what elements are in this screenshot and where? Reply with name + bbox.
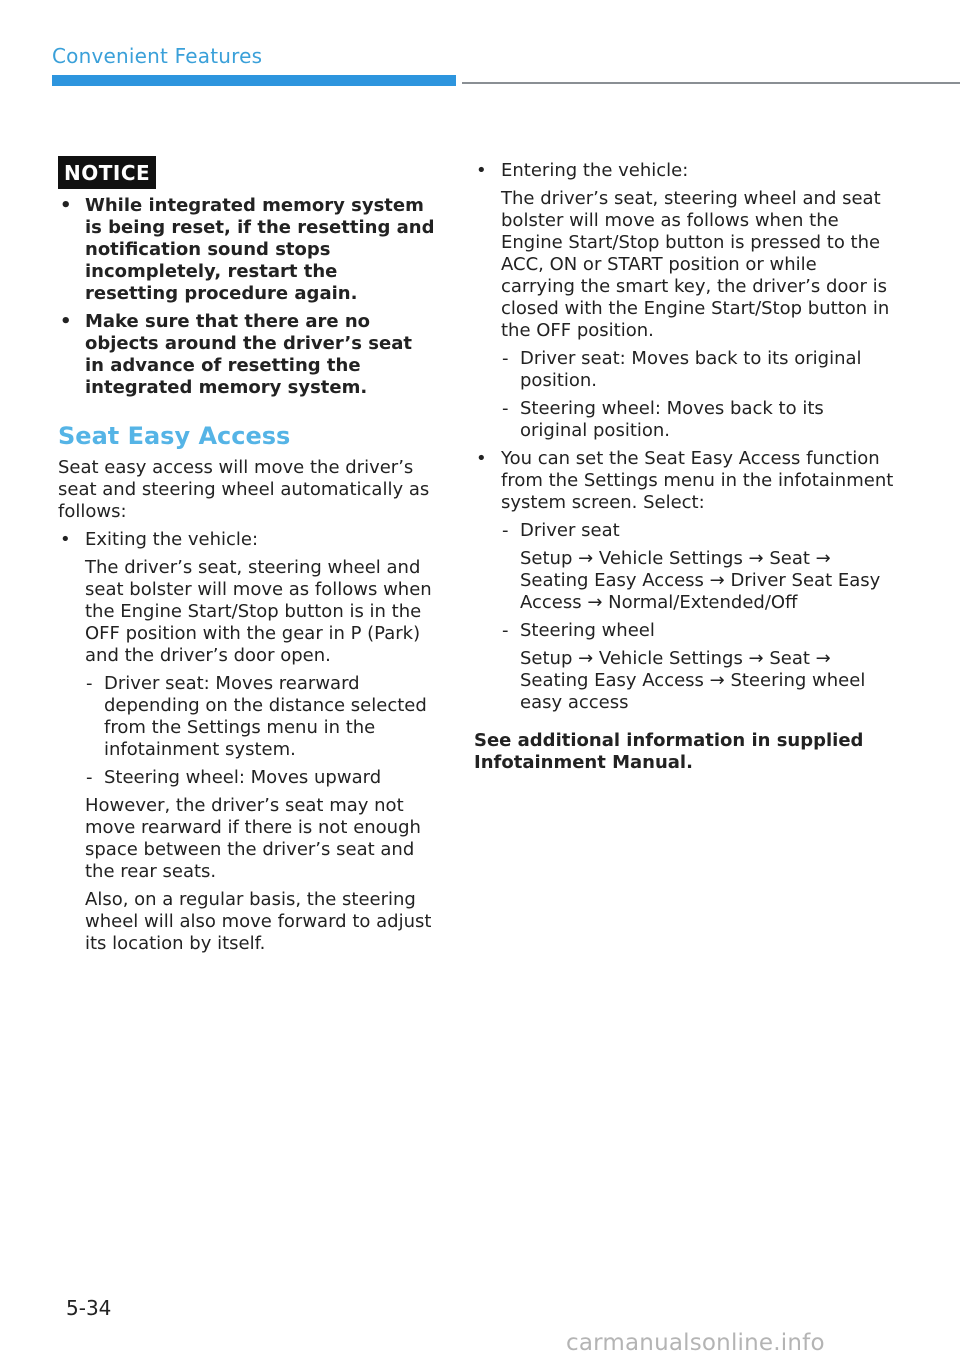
page-number: 5-34 — [66, 1296, 112, 1320]
exiting-list — [58, 529, 436, 955]
notice-item: • Make sure that there are no objects around the driver’s seat in advance of resetting the integrated memory system. — [58, 311, 436, 399]
header-divider-line — [462, 82, 960, 84]
see-also-note: See additional information in supplied Infotainment Manual. — [474, 730, 864, 773]
list-item — [501, 620, 894, 714]
exiting-note: However, the driver’s seat may not move rearward if there is not enough space between the driver’s seat and the rear seats. — [85, 795, 421, 882]
exiting-label: • Exiting the vehicle: — [85, 529, 259, 550]
list-item-settings — [474, 448, 894, 714]
driver-seat-path: Setup → Vehicle Settings → Seat → Seating Easy Access → Driver Seat Easy Access → Normal/Extended/Off — [520, 548, 881, 613]
list-item — [501, 520, 894, 614]
settings-label: • You can set the Seat Easy Access function from the Settings menu in the infotainment system screen. Select: — [501, 448, 894, 513]
list-item-entering — [474, 160, 894, 442]
driver-seat-label: - Driver seat — [520, 520, 620, 541]
list-item: - Driver seat: Moves back to its original position. — [501, 348, 894, 392]
section-intro: Seat easy access will move the driver’s seat and steering wheel automatically as follows: — [58, 457, 430, 522]
exiting-note: Also, on a regular basis, the steering wheel will also move forward to adjust its location by itself. — [85, 889, 432, 954]
watermark: carmanualsonline.info — [566, 1330, 825, 1356]
steering-wheel-path: Setup → Vehicle Settings → Seat → Seating Easy Access → Steering wheel easy access — [520, 648, 866, 713]
steering-wheel-label: - Steering wheel — [520, 620, 655, 641]
entering-description: The driver’s seat, steering wheel and seat bolster will move as follows when the Engine Start/Stop button is pressed to the ACC, ON or START position or while carrying the smart key, the driver’s door is closed with the Engine Start/Stop button in the OFF position. — [501, 188, 890, 341]
notice-list — [58, 195, 436, 399]
entering-sub-list — [501, 348, 894, 442]
section-title: Seat Easy Access — [58, 422, 291, 450]
exiting-sub-list — [85, 673, 436, 789]
settings-sub-list — [501, 520, 894, 714]
notice-item: • While integrated memory system is being reset, if the resetting and notification sound stops incompletely, restart the resetting procedure again. — [58, 195, 436, 305]
entering-label: • Entering the vehicle: — [501, 160, 689, 181]
header-accent-bar — [52, 75, 456, 86]
list-item: - Steering wheel: Moves upward — [85, 767, 436, 789]
list-item: - Driver seat: Moves rearward depending on the distance selected from the Settings menu in the infotainment system. — [85, 673, 436, 761]
left-column — [58, 156, 436, 955]
exiting-description: The driver’s seat, steering wheel and seat bolster will move as follows when the Engine Start/Stop button is in the OFF position with the gear in P (Park) and the driver’s door open. — [85, 557, 432, 666]
list-item-exiting — [58, 529, 436, 955]
entering-list — [474, 160, 894, 714]
list-item: - Steering wheel: Moves back to its original position. — [501, 398, 894, 442]
right-column — [474, 160, 894, 792]
notice-label: NOTICE — [58, 156, 156, 189]
section-header-title: Convenient Features — [52, 44, 263, 68]
